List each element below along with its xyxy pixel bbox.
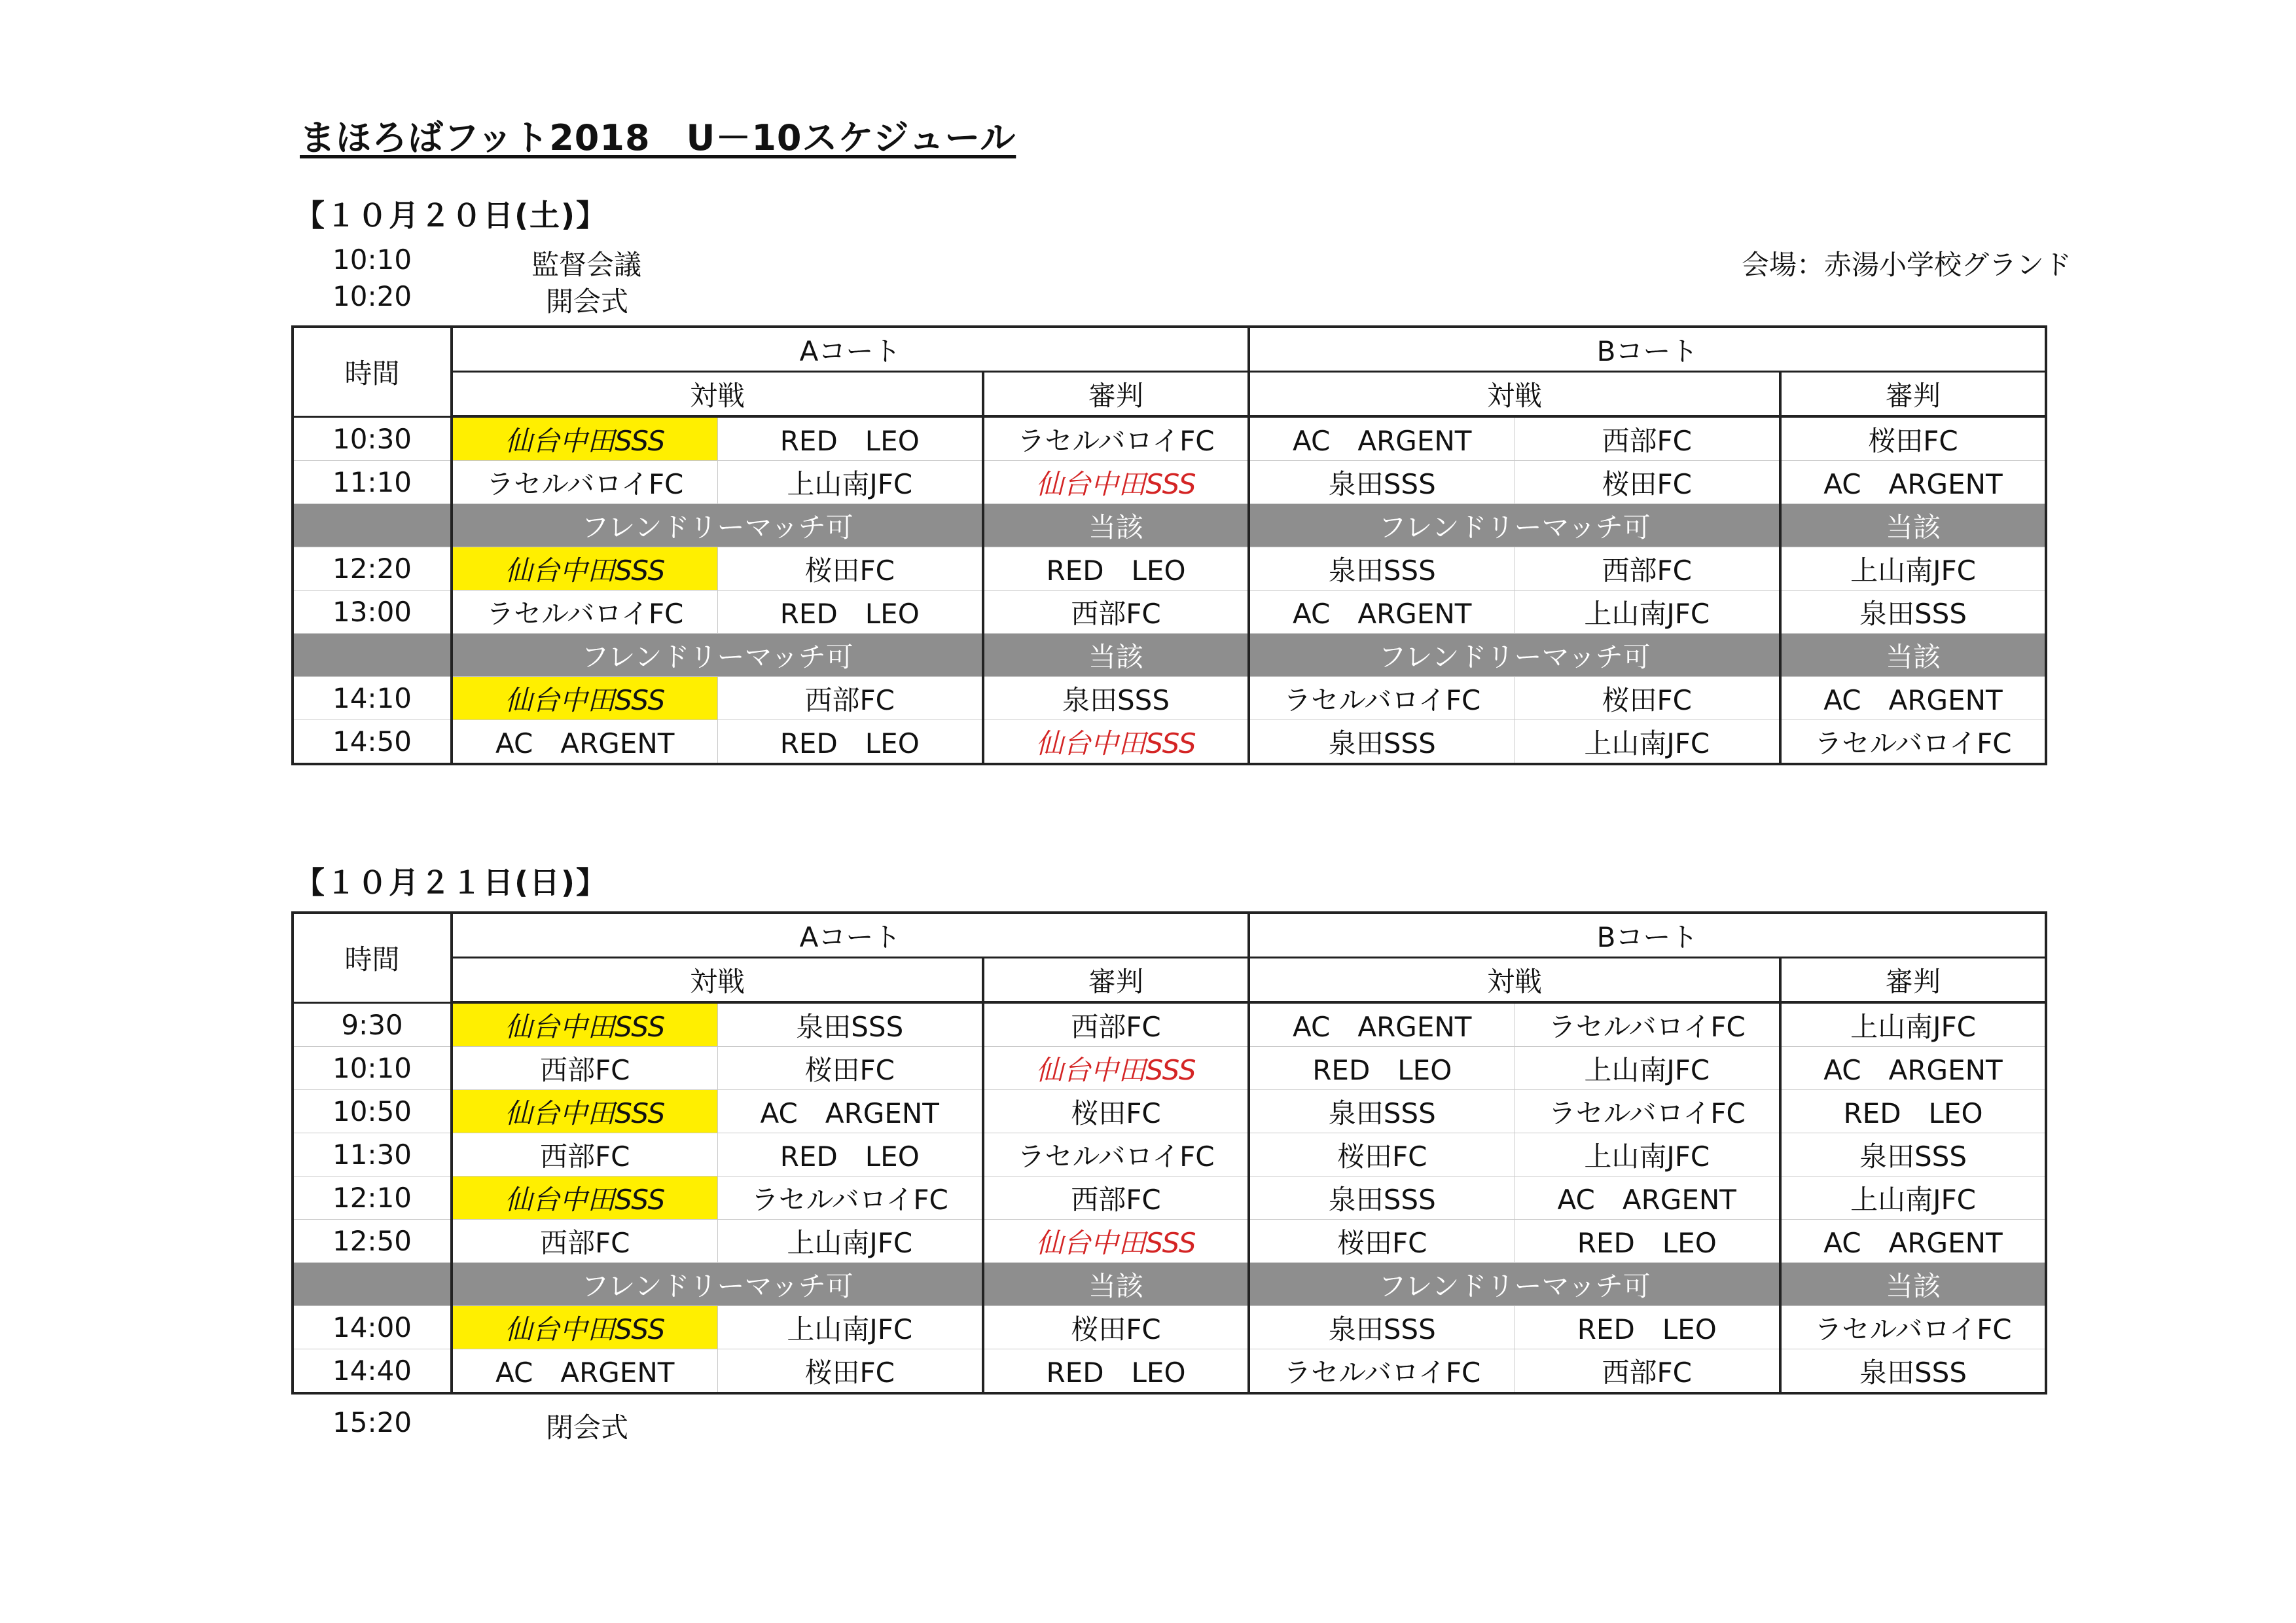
court-b-referee: ラセルバロイFC — [1780, 1306, 2046, 1349]
court-a-team-1: 西部FC — [452, 1220, 717, 1263]
match-time: 11:10 — [293, 461, 452, 504]
court-a-referee: 仙台中田SSS — [983, 1047, 1249, 1090]
court-a-team-1: 西部FC — [452, 1133, 717, 1176]
header-referee-b: 審判 — [1780, 372, 2046, 417]
court-a-referee: 仙台中田SSS — [983, 1220, 1249, 1263]
match-row — [293, 547, 2046, 591]
match-row — [293, 461, 2046, 504]
court-a-referee: 西部FC — [983, 1176, 1249, 1220]
match-time: 11:30 — [293, 1133, 452, 1176]
court-b-team-2: 西部FC — [1515, 416, 1780, 461]
header-match-b: 対戦 — [1249, 958, 1780, 1003]
court-a-team-2: 桜田FC — [717, 1047, 983, 1090]
friendly-label-b: フレンドリーマッチ可 — [1249, 634, 1780, 677]
match-time: 10:30 — [293, 416, 452, 461]
court-a-team-2: RED LEO — [717, 416, 983, 461]
friendly-ref-b: 当該 — [1780, 634, 2046, 677]
court-a-referee: 仙台中田SSS — [983, 720, 1249, 765]
court-b-referee: AC ARGENT — [1780, 1220, 2046, 1263]
header-row-courts — [293, 327, 2046, 372]
match-row — [293, 591, 2046, 634]
court-a-team-2: 桜田FC — [717, 1349, 983, 1394]
court-a-team-1: ラセルバロイFC — [452, 461, 717, 504]
venue-label: 会場：赤湯小学校グランド — [1742, 249, 2072, 281]
match-row — [293, 1349, 2046, 1394]
court-a-team-2: 桜田FC — [717, 547, 983, 591]
court-b-team-1: 泉田SSS — [1249, 720, 1515, 765]
court-a-team-1: AC ARGENT — [452, 720, 717, 765]
court-b-team-1: 泉田SSS — [1249, 547, 1515, 591]
court-a-referee: RED LEO — [983, 547, 1249, 591]
court-a-team-1: ラセルバロイFC — [452, 591, 717, 634]
header-court-a: Aコート — [452, 327, 1249, 372]
header-row-sub — [293, 958, 2046, 1003]
court-a-team-1: 仙台中田SSS — [452, 677, 717, 720]
closing-event: 閉会式 — [546, 1412, 629, 1444]
match-row — [293, 1002, 2046, 1047]
court-b-referee: 桜田FC — [1780, 416, 2046, 461]
friendly-label-a: フレンドリーマッチ可 — [452, 504, 983, 547]
match-time: 12:20 — [293, 547, 452, 591]
friendly-ref-a: 当該 — [983, 1263, 1249, 1306]
pre-time-1: 10:10 — [332, 244, 412, 276]
court-b-team-1: 泉田SSS — [1249, 461, 1515, 504]
court-a-team-2: 泉田SSS — [717, 1002, 983, 1047]
match-row — [293, 1090, 2046, 1133]
court-a-referee: 桜田FC — [983, 1090, 1249, 1133]
match-row — [293, 1047, 2046, 1090]
court-a-team-2: RED LEO — [717, 1133, 983, 1176]
court-a-team-2: 西部FC — [717, 677, 983, 720]
day1-date: 【１０月２０日(土)】 — [295, 198, 608, 233]
header-match-a: 対戦 — [452, 372, 983, 417]
court-a-team-1: 西部FC — [452, 1047, 717, 1090]
court-a-team-1: 仙台中田SSS — [452, 416, 717, 461]
court-a-team-2: AC ARGENT — [717, 1090, 983, 1133]
court-b-team-2: 上山南JFC — [1515, 1047, 1780, 1090]
court-a-referee: RED LEO — [983, 1349, 1249, 1394]
court-b-team-2: ラセルバロイFC — [1515, 1002, 1780, 1047]
friendly-row — [293, 504, 2046, 547]
closing-time: 15:20 — [332, 1406, 412, 1438]
court-a-team-1: 仙台中田SSS — [452, 1306, 717, 1349]
court-b-referee: 上山南JFC — [1780, 1176, 2046, 1220]
court-a-referee: 泉田SSS — [983, 677, 1249, 720]
match-time: 9:30 — [293, 1002, 452, 1047]
friendly-ref-a: 当該 — [983, 504, 1249, 547]
court-b-team-2: RED LEO — [1515, 1220, 1780, 1263]
court-b-team-1: 桜田FC — [1249, 1220, 1515, 1263]
court-a-team-2: 上山南JFC — [717, 461, 983, 504]
schedule-table-day2 — [291, 911, 2047, 1395]
header-court-b: Bコート — [1249, 327, 2046, 372]
page-title: まほろばフット2018 U－10スケジュール — [300, 117, 1016, 158]
court-b-team-2: 西部FC — [1515, 547, 1780, 591]
court-b-team-2: 西部FC — [1515, 1349, 1780, 1394]
court-b-team-2: AC ARGENT — [1515, 1176, 1780, 1220]
header-court-a: Aコート — [452, 913, 1249, 958]
court-b-referee: AC ARGENT — [1780, 461, 2046, 504]
court-b-team-1: ラセルバロイFC — [1249, 1349, 1515, 1394]
court-b-referee: 上山南JFC — [1780, 547, 2046, 591]
court-a-referee: ラセルバロイFC — [983, 1133, 1249, 1176]
header-row-sub — [293, 372, 2046, 417]
match-time: 14:00 — [293, 1306, 452, 1349]
header-referee-a: 審判 — [983, 958, 1249, 1003]
friendly-ref-a: 当該 — [983, 634, 1249, 677]
court-a-team-2: ラセルバロイFC — [717, 1176, 983, 1220]
court-b-team-2: RED LEO — [1515, 1306, 1780, 1349]
court-a-referee: ラセルバロイFC — [983, 416, 1249, 461]
court-a-team-2: RED LEO — [717, 591, 983, 634]
match-row — [293, 720, 2046, 765]
header-match-a: 対戦 — [452, 958, 983, 1003]
match-row — [293, 1133, 2046, 1176]
match-row — [293, 677, 2046, 720]
match-row — [293, 1220, 2046, 1263]
pre-event-1: 監督会議 — [531, 249, 642, 281]
court-b-team-1: 泉田SSS — [1249, 1306, 1515, 1349]
day2-date: 【１０月２１日(日)】 — [295, 865, 608, 900]
court-b-team-2: 桜田FC — [1515, 461, 1780, 504]
court-b-team-2: ラセルバロイFC — [1515, 1090, 1780, 1133]
header-row-courts — [293, 913, 2046, 958]
court-a-referee: 桜田FC — [983, 1306, 1249, 1349]
pre-time-2: 10:20 — [332, 280, 412, 312]
court-b-referee: AC ARGENT — [1780, 677, 2046, 720]
court-a-referee: 仙台中田SSS — [983, 461, 1249, 504]
court-b-referee: 泉田SSS — [1780, 591, 2046, 634]
court-b-team-2: 桜田FC — [1515, 677, 1780, 720]
match-time: 10:50 — [293, 1090, 452, 1133]
court-a-team-2: RED LEO — [717, 720, 983, 765]
court-b-team-1: 泉田SSS — [1249, 1176, 1515, 1220]
match-time: 12:50 — [293, 1220, 452, 1263]
court-b-team-1: AC ARGENT — [1249, 1002, 1515, 1047]
friendly-time — [293, 1263, 452, 1306]
court-a-team-2: 上山南JFC — [717, 1220, 983, 1263]
match-time: 13:00 — [293, 591, 452, 634]
court-a-team-2: 上山南JFC — [717, 1306, 983, 1349]
match-time: 12:10 — [293, 1176, 452, 1220]
court-b-team-1: AC ARGENT — [1249, 416, 1515, 461]
court-b-referee: 上山南JFC — [1780, 1002, 2046, 1047]
court-b-team-2: 上山南JFC — [1515, 1133, 1780, 1176]
court-b-team-1: ラセルバロイFC — [1249, 677, 1515, 720]
header-time: 時間 — [293, 913, 452, 1002]
pre-event-2: 開会式 — [546, 285, 629, 318]
court-a-team-1: 仙台中田SSS — [452, 1002, 717, 1047]
court-a-referee: 西部FC — [983, 591, 1249, 634]
court-a-referee: 西部FC — [983, 1002, 1249, 1047]
header-time: 時間 — [293, 327, 452, 416]
court-b-referee: 泉田SSS — [1780, 1133, 2046, 1176]
court-a-team-1: 仙台中田SSS — [452, 547, 717, 591]
friendly-ref-b: 当該 — [1780, 504, 2046, 547]
match-row — [293, 416, 2046, 461]
friendly-time — [293, 634, 452, 677]
match-time: 14:50 — [293, 720, 452, 765]
court-b-team-2: 上山南JFC — [1515, 591, 1780, 634]
match-time: 14:10 — [293, 677, 452, 720]
court-b-team-1: 桜田FC — [1249, 1133, 1515, 1176]
friendly-ref-b: 当該 — [1780, 1263, 2046, 1306]
header-referee-a: 審判 — [983, 372, 1249, 417]
court-b-referee: AC ARGENT — [1780, 1047, 2046, 1090]
header-referee-b: 審判 — [1780, 958, 2046, 1003]
match-row — [293, 1306, 2046, 1349]
court-b-team-2: 上山南JFC — [1515, 720, 1780, 765]
match-time: 10:10 — [293, 1047, 452, 1090]
match-row — [293, 1176, 2046, 1220]
friendly-row — [293, 1263, 2046, 1306]
header-court-b: Bコート — [1249, 913, 2046, 958]
header-match-b: 対戦 — [1249, 372, 1780, 417]
court-b-team-1: 泉田SSS — [1249, 1090, 1515, 1133]
friendly-label-a: フレンドリーマッチ可 — [452, 634, 983, 677]
court-b-team-1: AC ARGENT — [1249, 591, 1515, 634]
friendly-label-b: フレンドリーマッチ可 — [1249, 504, 1780, 547]
court-b-referee: 泉田SSS — [1780, 1349, 2046, 1394]
court-a-team-1: 仙台中田SSS — [452, 1176, 717, 1220]
court-a-team-1: AC ARGENT — [452, 1349, 717, 1394]
court-b-team-1: RED LEO — [1249, 1047, 1515, 1090]
friendly-row — [293, 634, 2046, 677]
match-time: 14:40 — [293, 1349, 452, 1394]
friendly-time — [293, 504, 452, 547]
friendly-label-a: フレンドリーマッチ可 — [452, 1263, 983, 1306]
court-b-referee: ラセルバロイFC — [1780, 720, 2046, 765]
court-a-team-1: 仙台中田SSS — [452, 1090, 717, 1133]
friendly-label-b: フレンドリーマッチ可 — [1249, 1263, 1780, 1306]
court-b-referee: RED LEO — [1780, 1090, 2046, 1133]
schedule-table-day1 — [291, 325, 2047, 765]
